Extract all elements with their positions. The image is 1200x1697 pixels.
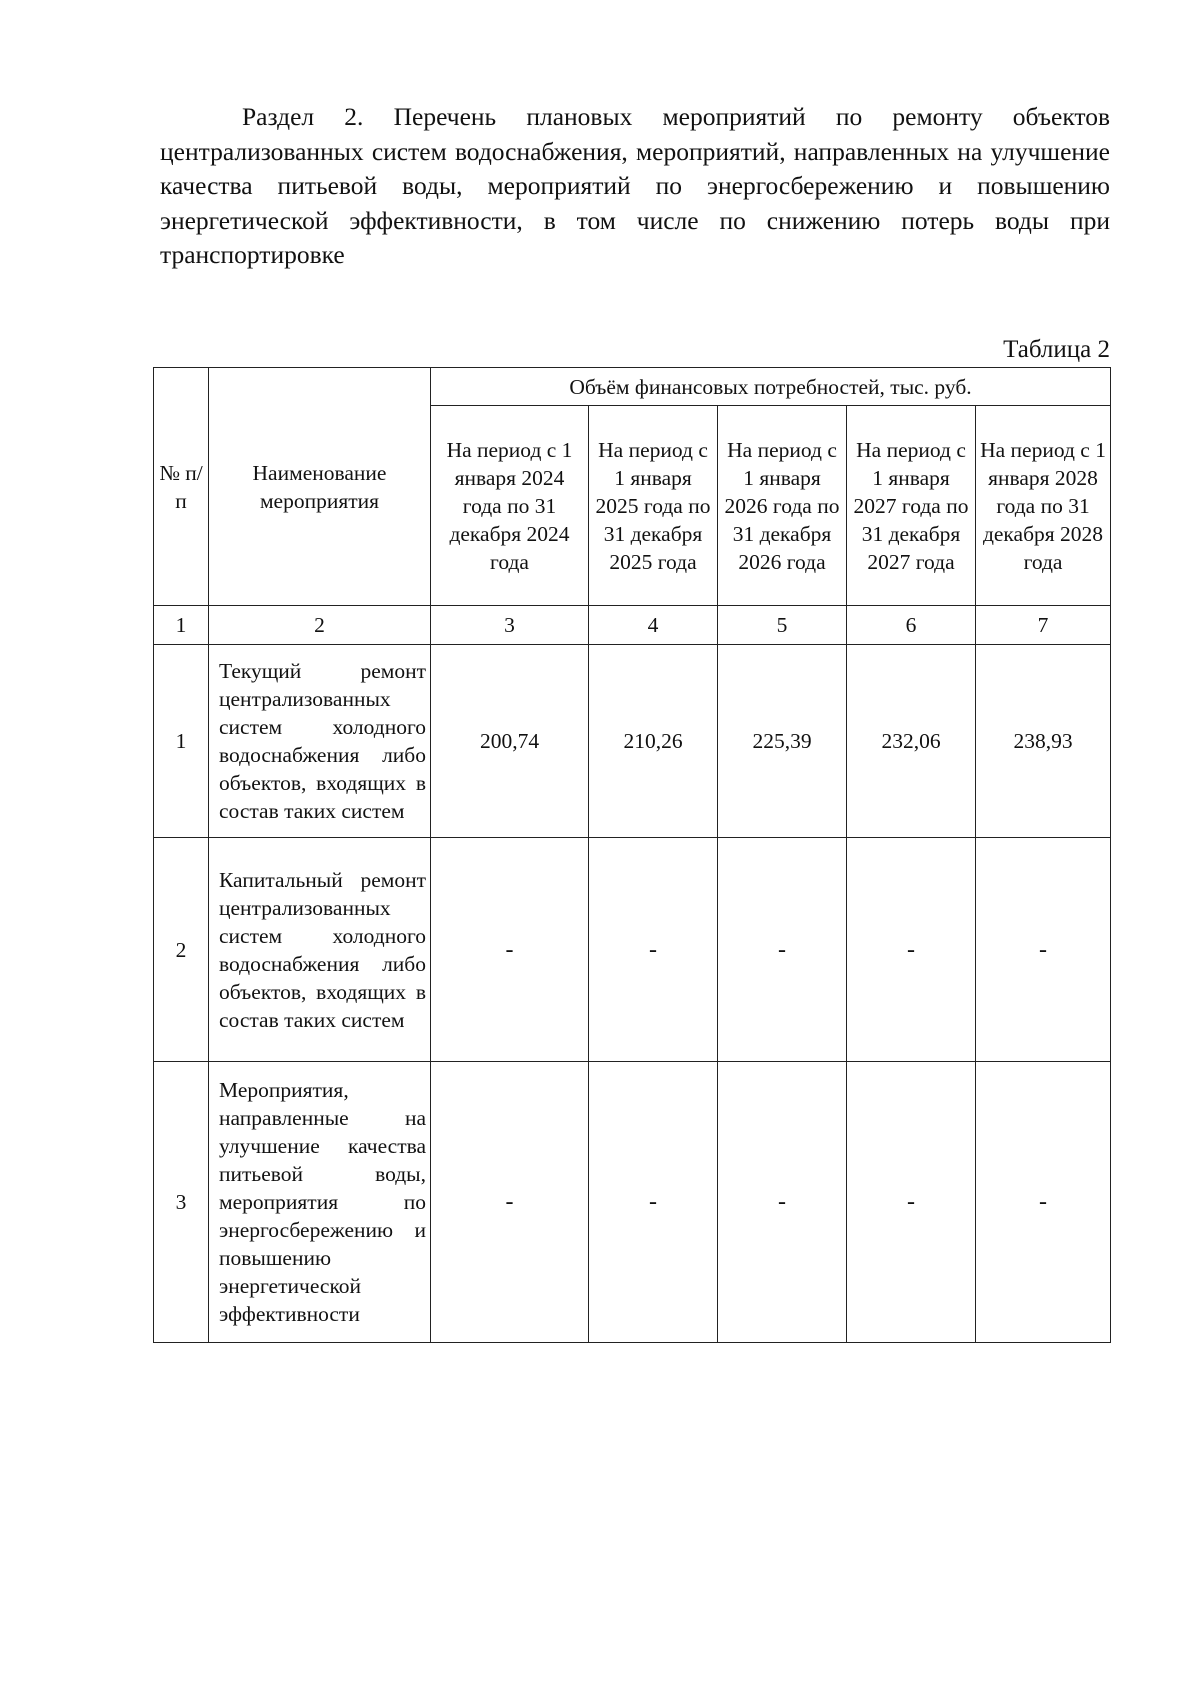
row-number: 1: [154, 645, 209, 838]
header-period-2028: На период с 1 января 2028 года по 31 декабря 2028 года: [976, 406, 1111, 606]
header-name: Наименование мероприятия: [209, 368, 431, 606]
header-period-2025: На период с 1 января 2025 года по 31 декабря 2025 года: [589, 406, 718, 606]
value-2028: 238,93: [976, 645, 1111, 838]
value-2027: 232,06: [847, 645, 976, 838]
measure-name: Капитальный ремонт централизованных систем холодного водоснабжения либо объектов, входящих в состав таких систем: [209, 838, 431, 1062]
header-period-2026: На период с 1 января 2026 года по 31 декабря 2026 года: [718, 406, 847, 606]
table-row: [154, 1062, 1111, 1343]
column-number: 5: [718, 606, 847, 645]
column-number: 6: [847, 606, 976, 645]
value-2024: 200,74: [431, 645, 589, 838]
value-2028: -: [976, 1062, 1111, 1343]
header-period-2027: На период с 1 января 2027 года по 31 декабря 2027 года: [847, 406, 976, 606]
column-number: 2: [209, 606, 431, 645]
column-number: 1: [154, 606, 209, 645]
value-2028: -: [976, 838, 1111, 1062]
value-2025: -: [589, 1062, 718, 1343]
value-2025: 210,26: [589, 645, 718, 838]
value-2024: -: [431, 838, 589, 1062]
header-financial-needs: Объём финансовых потребностей, тыс. руб.: [431, 368, 1111, 406]
table-row: [154, 838, 1111, 1062]
financial-needs-table: [153, 367, 1111, 1343]
value-2026: 225,39: [718, 645, 847, 838]
header-number: № п/п: [154, 368, 209, 606]
value-2025: -: [589, 838, 718, 1062]
table-caption: Таблица 2: [1003, 336, 1110, 363]
value-2026: -: [718, 838, 847, 1062]
column-number: 3: [431, 606, 589, 645]
column-number: 4: [589, 606, 718, 645]
row-number: 3: [154, 1062, 209, 1343]
value-2027: -: [847, 1062, 976, 1343]
measure-name: Мероприятия, направленные на улучшение качества питьевой воды, мероприятия по энергосбережению и повышению энергетической эффективности: [209, 1062, 431, 1343]
column-number-row: [154, 606, 1111, 645]
value-2024: -: [431, 1062, 589, 1343]
value-2026: -: [718, 1062, 847, 1343]
value-2027: -: [847, 838, 976, 1062]
table-row: [154, 645, 1111, 838]
row-number: 2: [154, 838, 209, 1062]
measure-name: Текущий ремонт централизованных систем холодного водоснабжения либо объектов, входящих в состав таких систем: [209, 645, 431, 838]
header-period-2024: На период с 1 января 2024 года по 31 декабря 2024 года: [431, 406, 589, 606]
column-number: 7: [976, 606, 1111, 645]
section-heading: Раздел 2. Перечень плановых мероприятий по ремонту объектов централизованных систем водоснабжения, мероприятий, направленных на улучшение качества питьевой воды, мероприятий по энергосбережению и повышению энергетической эффективности, в том числе по снижению потерь воды при транспортировке: [160, 102, 1110, 269]
